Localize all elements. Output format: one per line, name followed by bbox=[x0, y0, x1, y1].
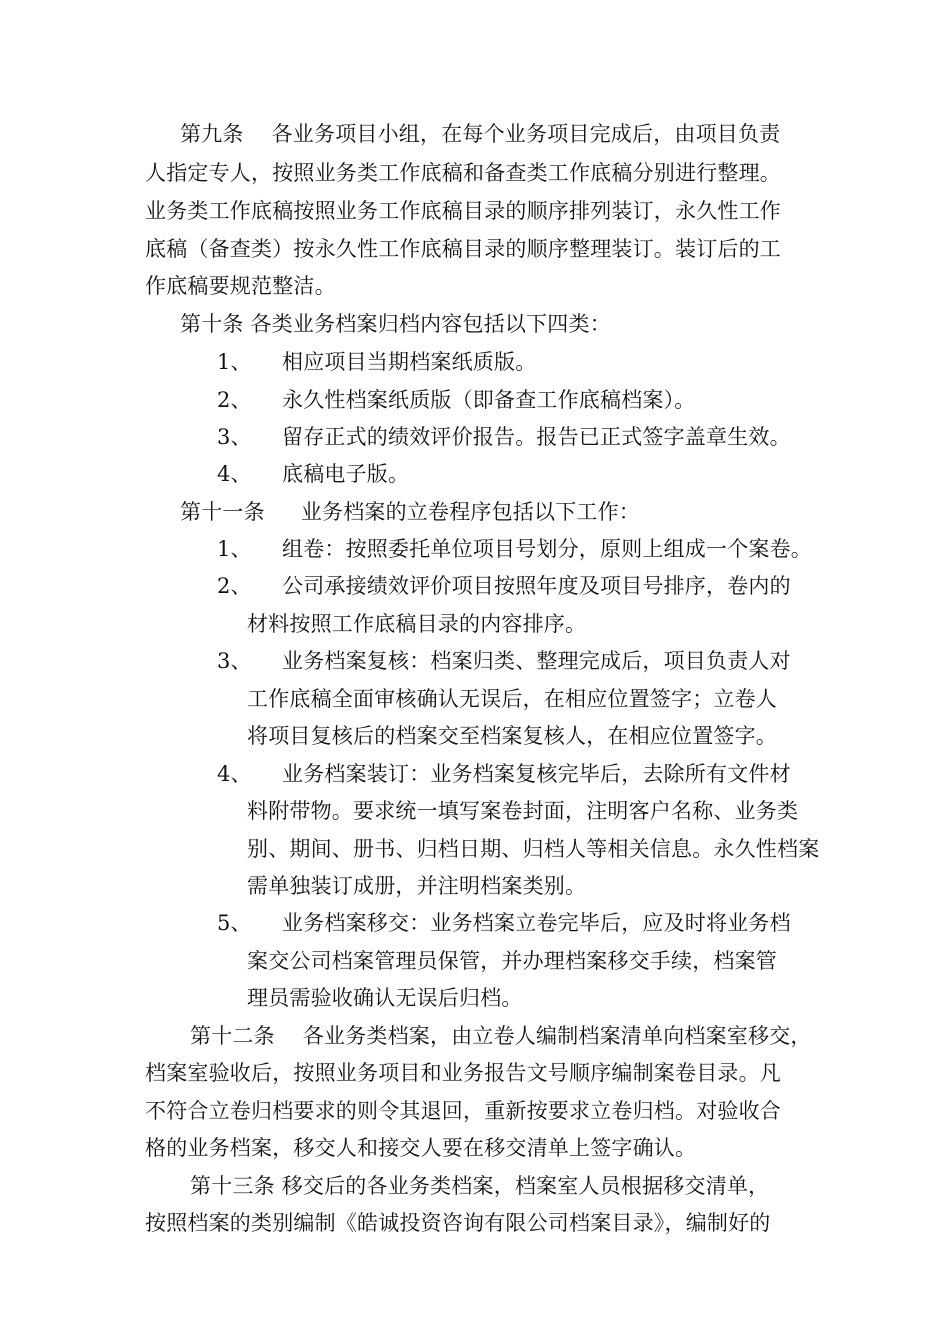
article-11-label: 第十一条 bbox=[180, 500, 265, 524]
list-item-continuation: 将项目复核后的档案交至档案复核人，在相应位置签字。 bbox=[247, 724, 777, 748]
list-item-continuation: 料附带物。要求统一填写案卷封面，注明客户名称、业务类 bbox=[247, 799, 799, 823]
list-item-number: 5、 bbox=[217, 911, 252, 935]
article-9-line-2: 人指定专人，按照业务类工作底稿和备查类工作底稿分别进行整理。 bbox=[145, 161, 781, 185]
list-item-continuation: 理员需验收确认无误后归档。 bbox=[247, 986, 523, 1010]
article-9-label: 第九条 bbox=[180, 122, 244, 146]
list-item-continuation: 需单独装订成册，并注明档案类别。 bbox=[247, 874, 587, 898]
list-item-continuation: 案交公司档案管理员保管，并办理档案移交手续，档案管 bbox=[247, 949, 777, 973]
list-item-continuation: 工作底稿全面审核确认无误后，在相应位置签字；立卷人 bbox=[247, 687, 777, 711]
article-12-line-2: 档案室验收后，按照业务项目和业务报告文号顺序编制案卷目录。凡 bbox=[145, 1061, 781, 1085]
list-item-number: 4、 bbox=[217, 462, 252, 486]
article-10-label: 第十条 bbox=[180, 312, 244, 336]
article-12-line-3: 不符合立卷归档要求的则令其退回，重新按要求立卷归档。对验收合 bbox=[145, 1099, 781, 1123]
list-item-number: 1、 bbox=[217, 537, 252, 561]
list-item: 公司承接绩效评价项目按照年度及项目号排序，卷内的 bbox=[282, 574, 791, 598]
article-13-label: 第十三条 bbox=[190, 1174, 275, 1198]
article-9-line-1: 第九条 各业务项目小组，在每个业务项目完成后，由项目负责 bbox=[180, 122, 781, 146]
article-11-intro: 第十一条 业务档案的立卷程序包括以下工作： bbox=[180, 500, 641, 524]
list-item: 留存正式的绩效评价报告。报告已正式签字盖章生效。 bbox=[282, 425, 791, 449]
list-item-number: 1、 bbox=[217, 350, 252, 374]
list-item: 组卷：按照委托单位项目号划分，原则上组成一个案卷。 bbox=[282, 537, 812, 561]
list-item-number: 2、 bbox=[217, 388, 252, 412]
article-9-line-3: 业务类工作底稿按照业务工作底稿目录的顺序排列装订，永久性工作 bbox=[145, 199, 781, 223]
list-item-number: 3、 bbox=[217, 425, 252, 449]
list-item: 底稿电子版。 bbox=[282, 462, 410, 486]
article-12-line-1: 第十二条 各业务类档案，由立卷人编制档案清单向档案室移交， bbox=[190, 1024, 812, 1048]
list-item-number: 4、 bbox=[217, 762, 252, 786]
list-item-number: 3、 bbox=[217, 649, 252, 673]
list-item: 相应项目当期档案纸质版。 bbox=[282, 350, 537, 374]
article-9-line-5: 作底稿要规范整洁。 bbox=[145, 274, 336, 298]
list-item: 永久性档案纸质版（即备查工作底稿档案）。 bbox=[282, 388, 696, 412]
list-item-continuation: 别、期间、册书、归档日期、归档人等相关信息。永久性档案 bbox=[247, 837, 820, 861]
article-9-line-4: 底稿（备查类）按永久性工作底稿目录的顺序整理装订。装订后的工 bbox=[145, 237, 781, 261]
list-item: 业务档案装订：业务档案复核完毕后，去除所有文件材 bbox=[282, 762, 791, 786]
list-item-continuation: 材料按照工作底稿目录的内容排序。 bbox=[247, 612, 587, 636]
article-12-line-4: 格的业务档案，移交人和接交人要在移交清单上签字确认。 bbox=[145, 1136, 697, 1160]
article-12-label: 第十二条 bbox=[190, 1024, 275, 1048]
list-item: 业务档案移交：业务档案立卷完毕后，应及时将业务档 bbox=[282, 911, 791, 935]
article-13-line-1: 第十三条 移交后的各业务类档案，档案室人员根据移交清单， bbox=[190, 1174, 770, 1198]
article-10-intro: 第十条 各类业务档案归档内容包括以下四类： bbox=[180, 312, 611, 336]
list-item: 业务档案复核：档案归类、整理完成后，项目负责人对 bbox=[282, 649, 791, 673]
list-item-number: 2、 bbox=[217, 574, 252, 598]
article-13-line-2: 按照档案的类别编制《皓诚投资咨询有限公司档案目录》，编制好的 bbox=[145, 1211, 771, 1235]
